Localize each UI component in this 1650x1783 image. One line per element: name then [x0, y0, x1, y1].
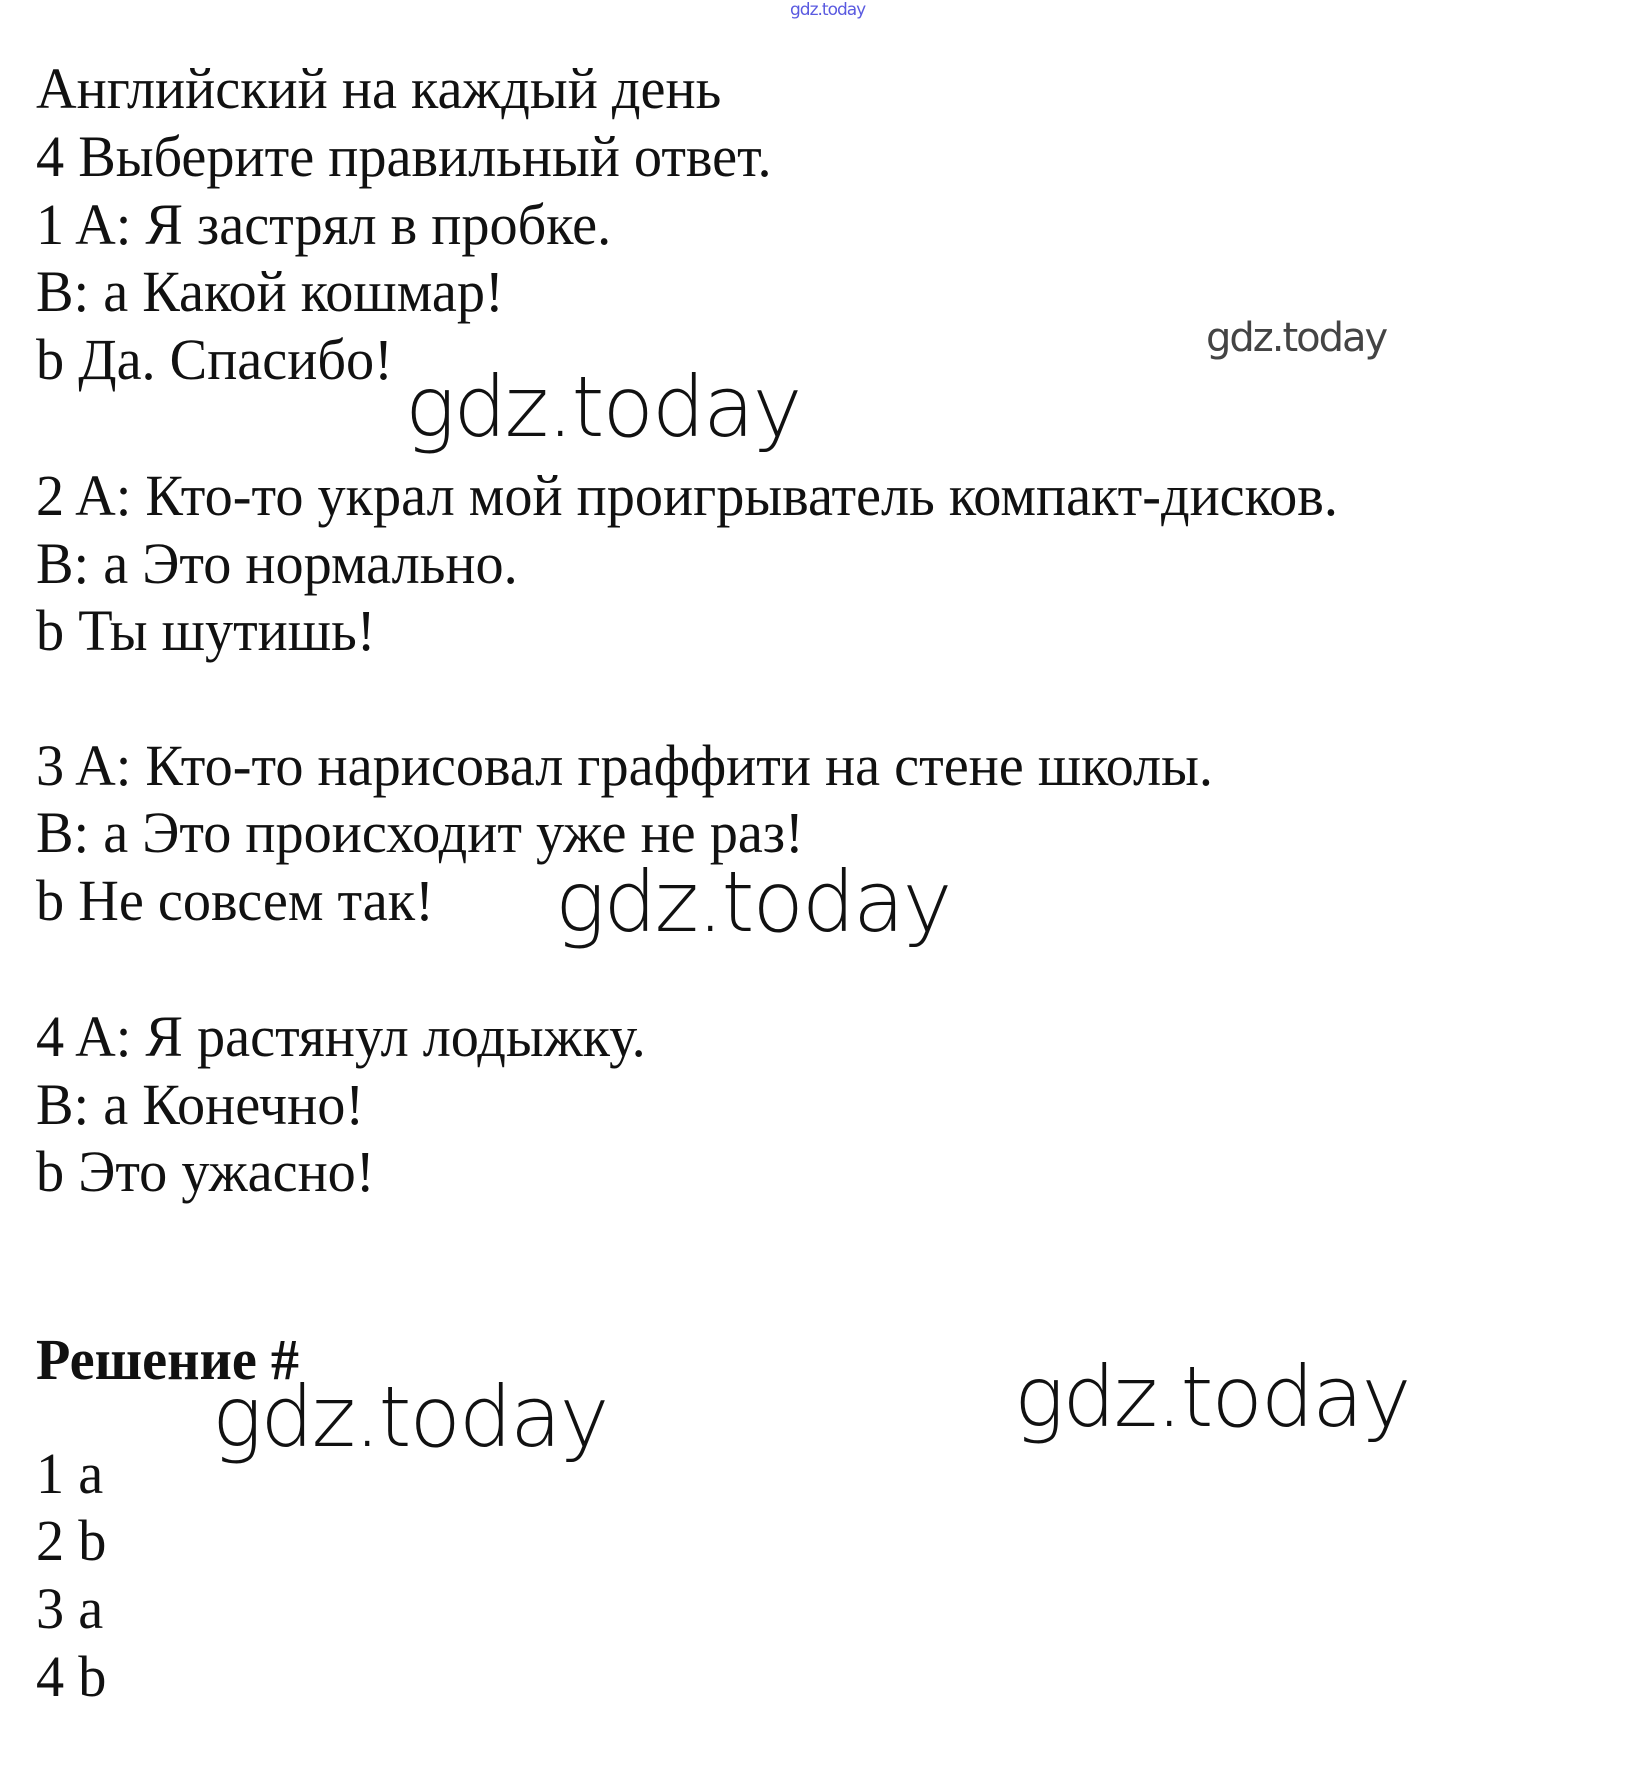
- watermark-large: gdz.today: [212, 1368, 608, 1466]
- dialogue-option-a: B: a Конечно!: [36, 1072, 365, 1137]
- watermark-large: gdz.today: [1014, 1348, 1410, 1446]
- watermark-right: gdz.today: [1206, 315, 1387, 361]
- answer-item: 3 a: [36, 1576, 104, 1641]
- dialogue-option-a: B: a Это нормально.: [36, 531, 518, 596]
- answer-item: 4 b: [36, 1644, 107, 1709]
- page-title: Английский на каждый день: [36, 56, 722, 121]
- answer-item: 2 b: [36, 1508, 107, 1573]
- watermark-large: gdz.today: [405, 358, 801, 456]
- dialogue-option-b: b Да. Спасибо!: [36, 327, 393, 392]
- dialogue-option-b: b Ты шутишь!: [36, 598, 376, 663]
- dialogue-line-a: 4 A: Я растянул лодыжку.: [36, 1004, 646, 1069]
- answer-item: 1 a: [36, 1441, 104, 1506]
- watermark-top: gdz.today: [790, 0, 866, 20]
- task-heading: 4 Выберите правильный ответ.: [36, 124, 772, 189]
- dialogue-line-a: 1 A: Я застрял в пробке.: [36, 192, 612, 257]
- solution-heading: Решение #: [36, 1327, 300, 1392]
- dialogue-option-a: B: a Какой кошмар!: [36, 259, 504, 324]
- dialogue-option-b: b Не совсем так!: [36, 868, 434, 933]
- dialogue-option-a: B: a Это происходит уже не раз!: [36, 800, 804, 865]
- dialogue-line-a: 3 A: Кто-то нарисовал граффити на стене школы.: [36, 733, 1213, 798]
- dialogue-line-a: 2 A: Кто-то украл мой проигрыватель компакт-дисков.: [36, 463, 1338, 528]
- dialogue-option-b: b Это ужасно!: [36, 1139, 375, 1204]
- watermark-large: gdz.today: [555, 853, 951, 951]
